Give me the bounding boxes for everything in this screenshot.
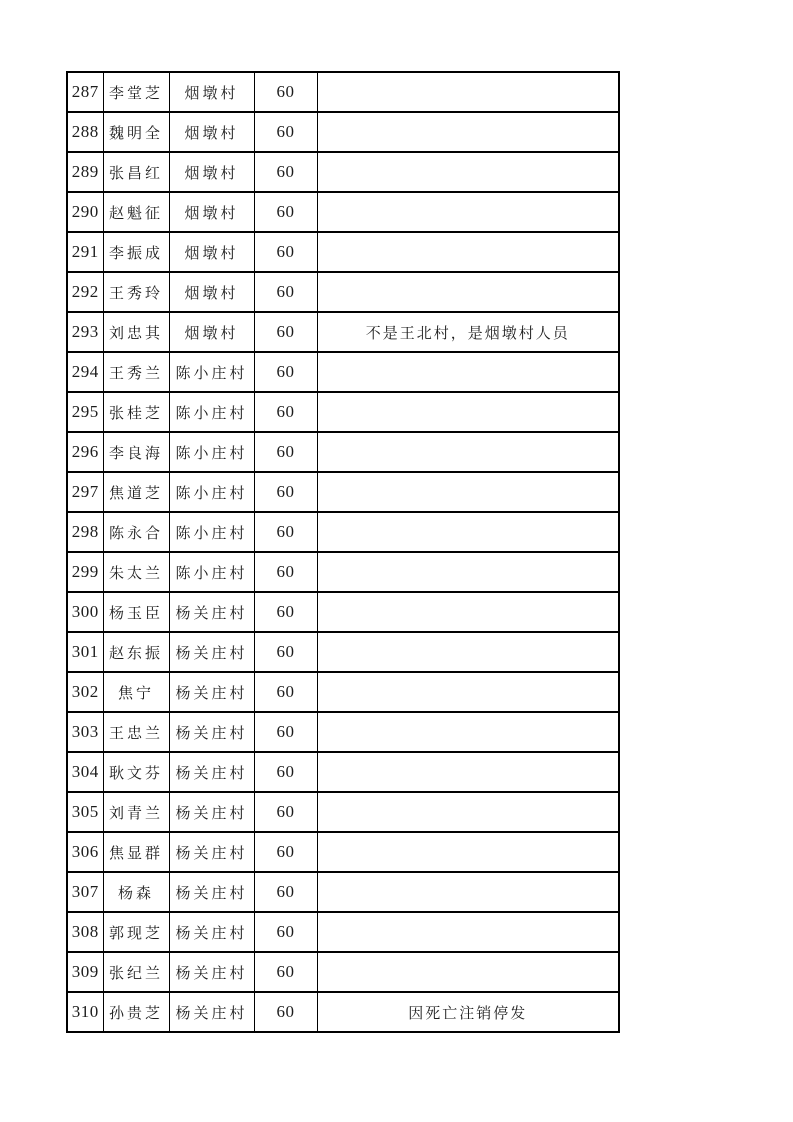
name-cell: 孙贵芝: [103, 992, 169, 1032]
village-cell: 陈小庄村: [169, 352, 254, 392]
remark-cell: [317, 792, 619, 832]
remark-cell: [317, 712, 619, 752]
village-cell: 杨关庄村: [169, 832, 254, 872]
table-row: [67, 72, 619, 112]
name-cell: 赵魁征: [103, 192, 169, 232]
serial-cell: 294: [67, 352, 103, 392]
name-cell: 李振成: [103, 232, 169, 272]
amount-cell: 60: [254, 112, 317, 152]
table-row: [67, 912, 619, 952]
village-cell: 烟墩村: [169, 72, 254, 112]
amount-cell: 60: [254, 392, 317, 432]
name-cell: 朱太兰: [103, 552, 169, 592]
remark-cell: [317, 512, 619, 552]
name-cell: 张昌红: [103, 152, 169, 192]
serial-cell: 307: [67, 872, 103, 912]
serial-cell: 298: [67, 512, 103, 552]
table-row: [67, 872, 619, 912]
village-cell: 陈小庄村: [169, 392, 254, 432]
amount-cell: 60: [254, 352, 317, 392]
village-cell: 杨关庄村: [169, 672, 254, 712]
serial-cell: 303: [67, 712, 103, 752]
village-cell: 杨关庄村: [169, 952, 254, 992]
table-row: [67, 752, 619, 792]
name-cell: 李堂芝: [103, 72, 169, 112]
name-cell: 杨森: [103, 872, 169, 912]
remark-cell: [317, 392, 619, 432]
name-cell: 刘忠其: [103, 312, 169, 352]
amount-cell: 60: [254, 192, 317, 232]
amount-cell: 60: [254, 872, 317, 912]
village-cell: 烟墩村: [169, 152, 254, 192]
remark-cell: [317, 272, 619, 312]
remark-cell: [317, 952, 619, 992]
serial-cell: 310: [67, 992, 103, 1032]
name-cell: 焦道芝: [103, 472, 169, 512]
serial-cell: 299: [67, 552, 103, 592]
table-row: [67, 112, 619, 152]
serial-cell: 291: [67, 232, 103, 272]
table-row: [67, 192, 619, 232]
amount-cell: 60: [254, 632, 317, 672]
name-cell: 王忠兰: [103, 712, 169, 752]
remark-cell: [317, 632, 619, 672]
roster-table: [66, 71, 620, 1033]
village-cell: 陈小庄村: [169, 552, 254, 592]
village-cell: 杨关庄村: [169, 872, 254, 912]
amount-cell: 60: [254, 912, 317, 952]
serial-cell: 292: [67, 272, 103, 312]
amount-cell: 60: [254, 232, 317, 272]
village-cell: 杨关庄村: [169, 632, 254, 672]
table-row: [67, 552, 619, 592]
amount-cell: 60: [254, 832, 317, 872]
amount-cell: 60: [254, 72, 317, 112]
amount-cell: 60: [254, 672, 317, 712]
table-row: [67, 712, 619, 752]
amount-cell: 60: [254, 432, 317, 472]
table-row: [67, 952, 619, 992]
name-cell: 张纪兰: [103, 952, 169, 992]
remark-cell: [317, 152, 619, 192]
amount-cell: 60: [254, 752, 317, 792]
table-row: [67, 632, 619, 672]
amount-cell: 60: [254, 552, 317, 592]
village-cell: 烟墩村: [169, 232, 254, 272]
serial-cell: 301: [67, 632, 103, 672]
name-cell: 李良海: [103, 432, 169, 472]
serial-cell: 290: [67, 192, 103, 232]
table-row: [67, 312, 619, 352]
village-cell: 杨关庄村: [169, 592, 254, 632]
serial-cell: 308: [67, 912, 103, 952]
village-cell: 杨关庄村: [169, 992, 254, 1032]
remark-cell: [317, 752, 619, 792]
name-cell: 陈永合: [103, 512, 169, 552]
remark-cell: [317, 352, 619, 392]
remark-cell: [317, 592, 619, 632]
serial-cell: 289: [67, 152, 103, 192]
village-cell: 烟墩村: [169, 192, 254, 232]
amount-cell: 60: [254, 152, 317, 192]
serial-cell: 295: [67, 392, 103, 432]
serial-cell: 304: [67, 752, 103, 792]
remark-cell: [317, 472, 619, 512]
table-row: [67, 272, 619, 312]
remark-cell: [317, 872, 619, 912]
village-cell: 杨关庄村: [169, 712, 254, 752]
village-cell: 烟墩村: [169, 312, 254, 352]
name-cell: 焦显群: [103, 832, 169, 872]
table-row: [67, 992, 619, 1032]
name-cell: 赵东振: [103, 632, 169, 672]
roster-body: [67, 72, 619, 1032]
remark-cell: [317, 432, 619, 472]
serial-cell: 309: [67, 952, 103, 992]
table-row: [67, 592, 619, 632]
amount-cell: 60: [254, 272, 317, 312]
serial-cell: 302: [67, 672, 103, 712]
table-row: [67, 832, 619, 872]
serial-cell: 305: [67, 792, 103, 832]
remark-cell: [317, 912, 619, 952]
name-cell: 张桂芝: [103, 392, 169, 432]
amount-cell: 60: [254, 992, 317, 1032]
serial-cell: 306: [67, 832, 103, 872]
amount-cell: 60: [254, 512, 317, 552]
amount-cell: 60: [254, 472, 317, 512]
name-cell: 王秀兰: [103, 352, 169, 392]
table-row: [67, 472, 619, 512]
remark-cell: [317, 832, 619, 872]
name-cell: 焦宁: [103, 672, 169, 712]
amount-cell: 60: [254, 312, 317, 352]
serial-cell: 297: [67, 472, 103, 512]
village-cell: 烟墩村: [169, 272, 254, 312]
village-cell: 杨关庄村: [169, 912, 254, 952]
serial-cell: 296: [67, 432, 103, 472]
remark-cell: [317, 72, 619, 112]
table-row: [67, 232, 619, 272]
village-cell: 陈小庄村: [169, 432, 254, 472]
remark-cell: [317, 112, 619, 152]
remark-cell: [317, 672, 619, 712]
village-cell: 烟墩村: [169, 112, 254, 152]
name-cell: 刘青兰: [103, 792, 169, 832]
table-row: [67, 792, 619, 832]
serial-cell: 288: [67, 112, 103, 152]
village-cell: 陈小庄村: [169, 512, 254, 552]
remark-cell: 不是王北村，是烟墩村人员: [317, 312, 619, 352]
table-row: [67, 352, 619, 392]
remark-cell: 因死亡注销停发: [317, 992, 619, 1032]
serial-cell: 300: [67, 592, 103, 632]
table-row: [67, 432, 619, 472]
serial-cell: 293: [67, 312, 103, 352]
amount-cell: 60: [254, 592, 317, 632]
remark-cell: [317, 552, 619, 592]
name-cell: 杨玉臣: [103, 592, 169, 632]
village-cell: 杨关庄村: [169, 752, 254, 792]
remark-cell: [317, 232, 619, 272]
amount-cell: 60: [254, 952, 317, 992]
name-cell: 王秀玲: [103, 272, 169, 312]
table-row: [67, 392, 619, 432]
village-cell: 杨关庄村: [169, 792, 254, 832]
remark-cell: [317, 192, 619, 232]
table-row: [67, 152, 619, 192]
name-cell: 郭现芝: [103, 912, 169, 952]
name-cell: 魏明全: [103, 112, 169, 152]
serial-cell: 287: [67, 72, 103, 112]
amount-cell: 60: [254, 792, 317, 832]
table-row: [67, 672, 619, 712]
table-row: [67, 512, 619, 552]
village-cell: 陈小庄村: [169, 472, 254, 512]
name-cell: 耿文芬: [103, 752, 169, 792]
amount-cell: 60: [254, 712, 317, 752]
